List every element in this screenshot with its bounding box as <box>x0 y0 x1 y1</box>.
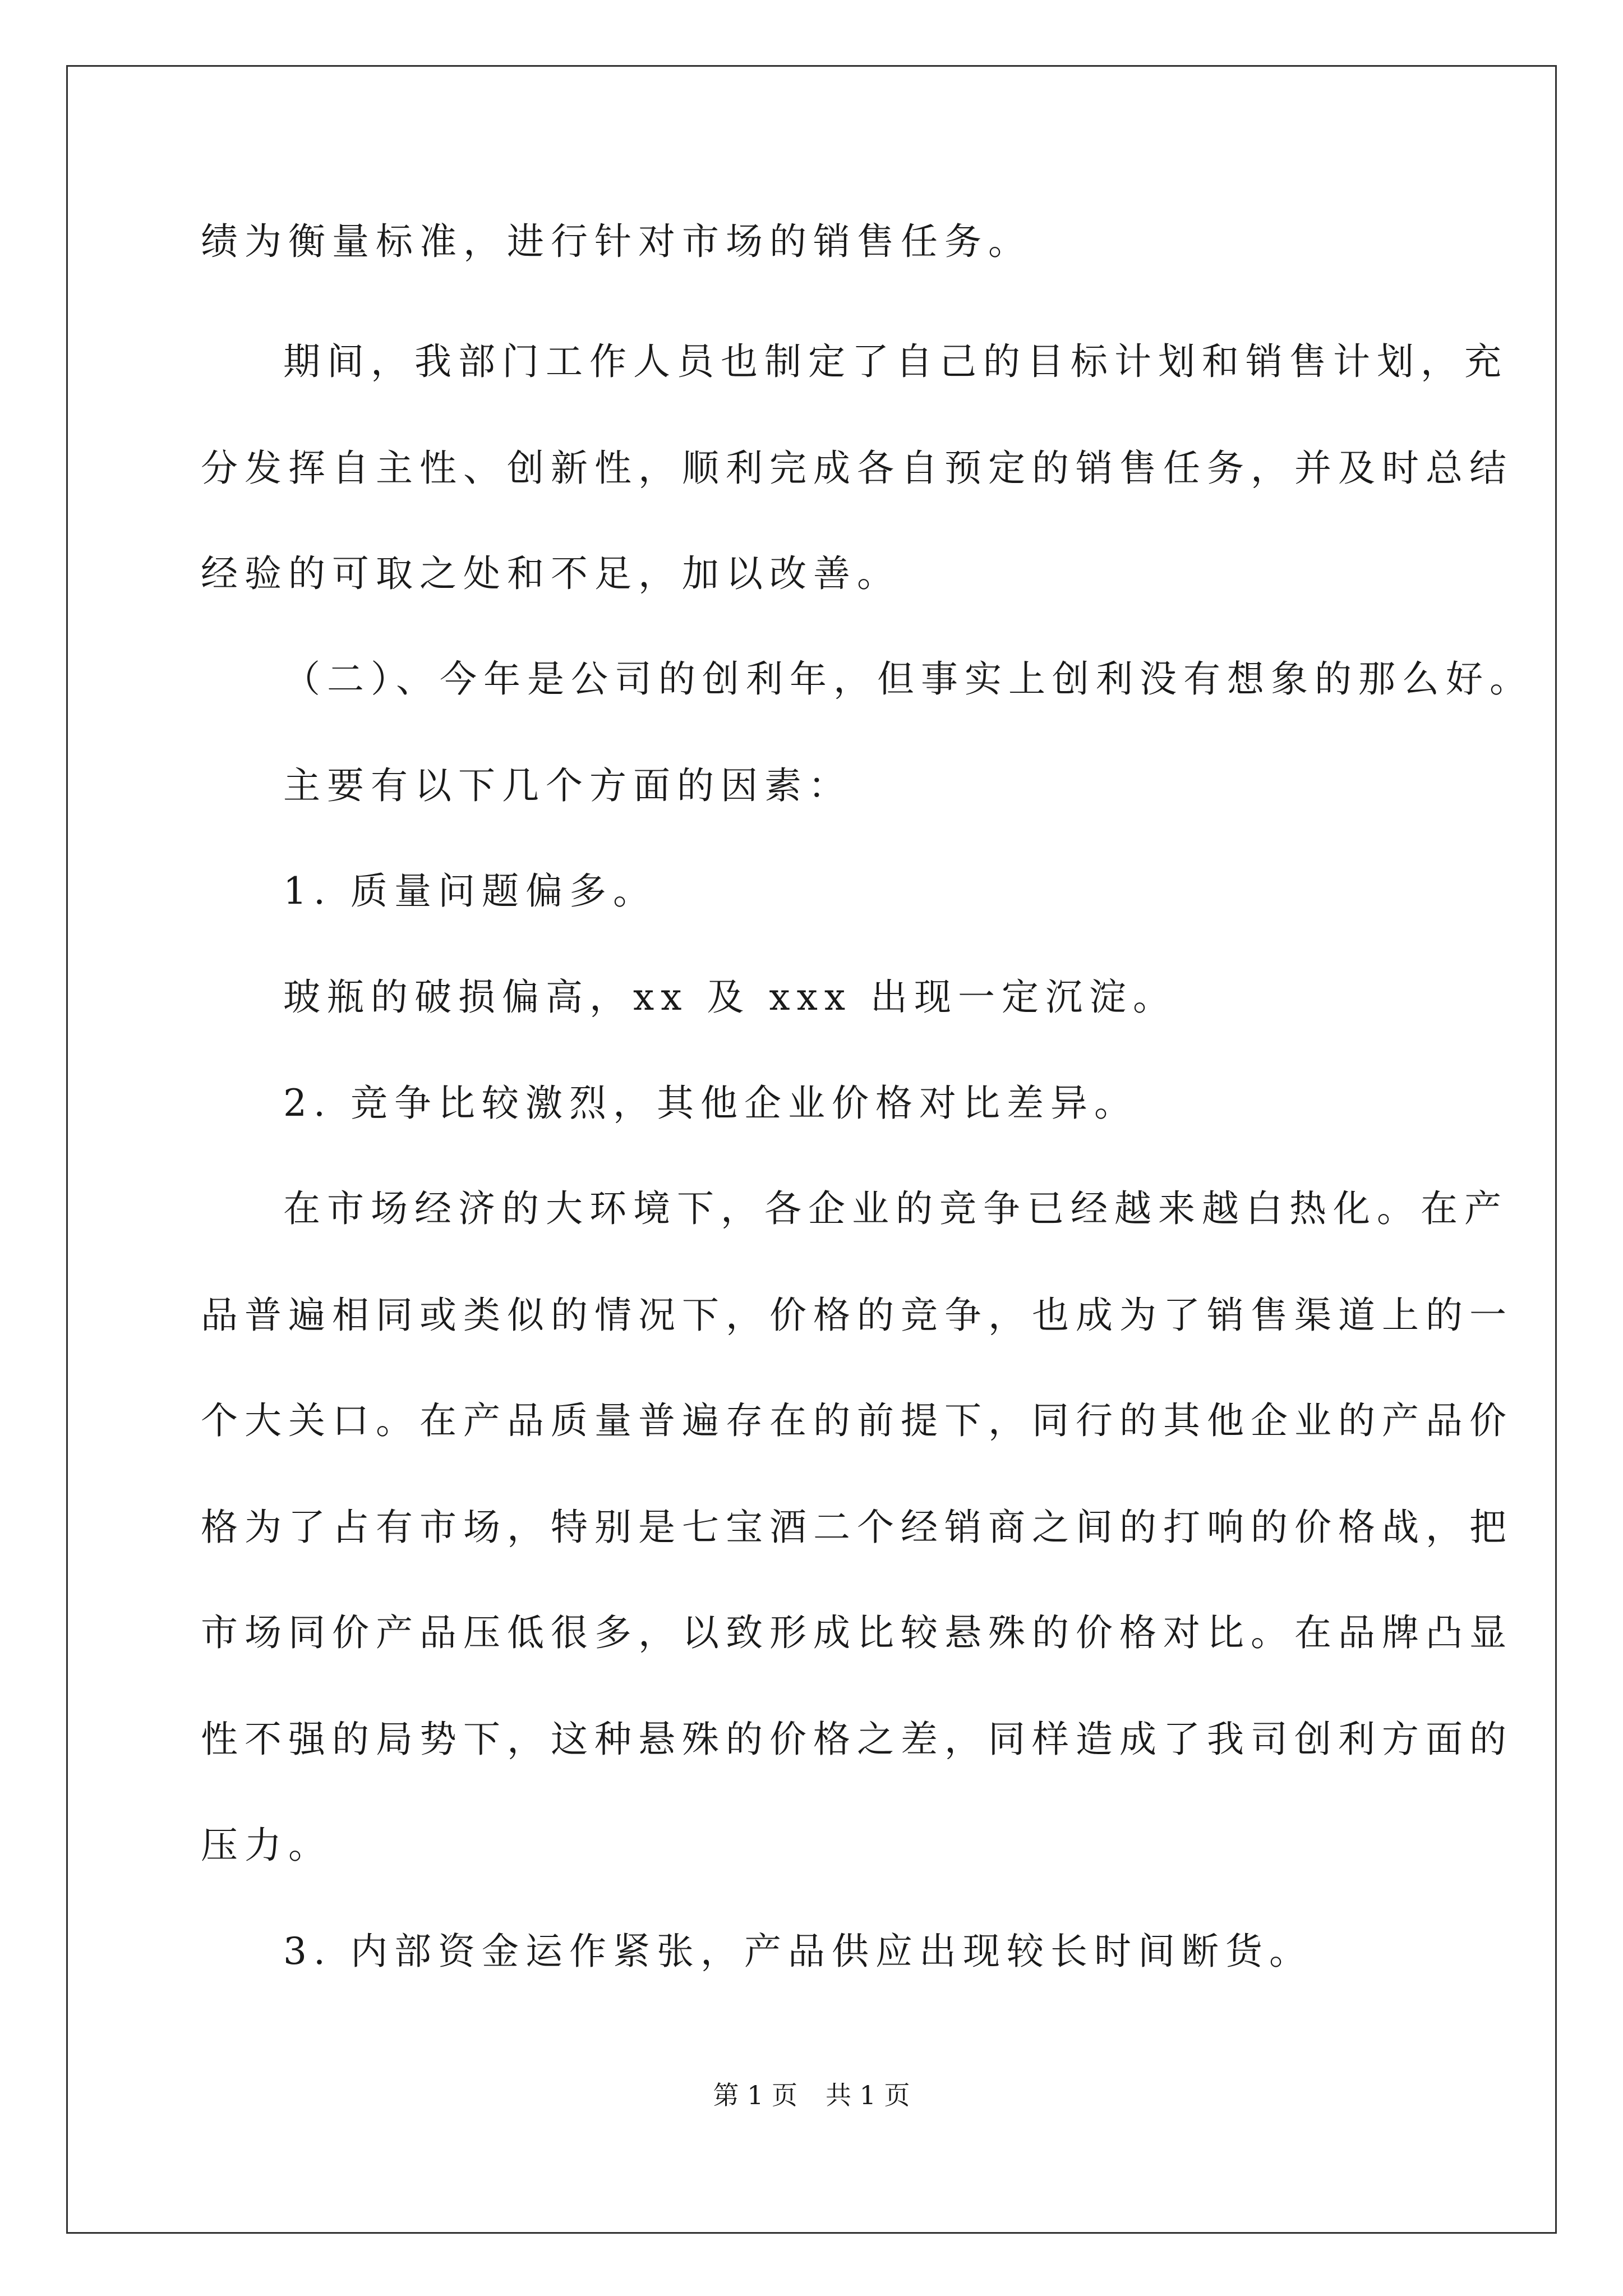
page-border <box>66 65 1557 2234</box>
text-line: 个大关口。在产品质量普遍存在的前提下，同行的其他企业的产品价 <box>201 1399 1513 1442</box>
text-line: 主要有以下几个方面的因素： <box>283 764 852 807</box>
text-line: 性不强的局势下，这种悬殊的价格之差，同样造成了我司创利方面的 <box>201 1718 1513 1761</box>
text-line: 经验的可取之处和不足，加以改善。 <box>201 552 901 595</box>
page-footer <box>0 2082 1623 2108</box>
text-line: 在市场经济的大环境下，各企业的竞争已经越来越白热化。在产 <box>283 1187 1508 1230</box>
text-line: 格为了占有市场，特别是七宝酒二个经销商之间的打响的价格战，把 <box>201 1506 1513 1549</box>
text-line: 期间，我部门工作人员也制定了自己的目标计划和销售计划，充 <box>283 340 1508 383</box>
text-line: 2. 竞争比较激烈，其他企业价格对比差异。 <box>283 1082 1138 1125</box>
page-number: 第 1 页 <box>713 2080 797 2110</box>
page-total: 共 1 页 <box>826 2080 910 2110</box>
text-line: 1. 质量问题偏多。 <box>283 869 657 913</box>
text-line: （二）、今年是公司的创利年，但事实上创利没有想象的那么好。 <box>283 657 1533 701</box>
text-line: 分发挥自主性、创新性，顺利完成各自预定的销售任务，并及时总结 <box>201 447 1513 490</box>
text-line: 品普遍相同或类似的情况下，价格的竞争，也成为了销售渠道上的一 <box>201 1294 1513 1337</box>
text-line: 市场同价产品压低很多，以致形成比较悬殊的价格对比。在品牌凸显 <box>201 1611 1513 1654</box>
text-line: 绩为衡量标准，进行针对市场的销售任务。 <box>201 220 1032 263</box>
text-line: 压力。 <box>201 1824 332 1867</box>
text-line: 玻瓶的破损偏高，xx 及 xxx 出现一定沉淀。 <box>283 976 1177 1019</box>
text-line: 3. 内部资金运作紧张，产品供应出现较长时间断货。 <box>283 1930 1313 1973</box>
